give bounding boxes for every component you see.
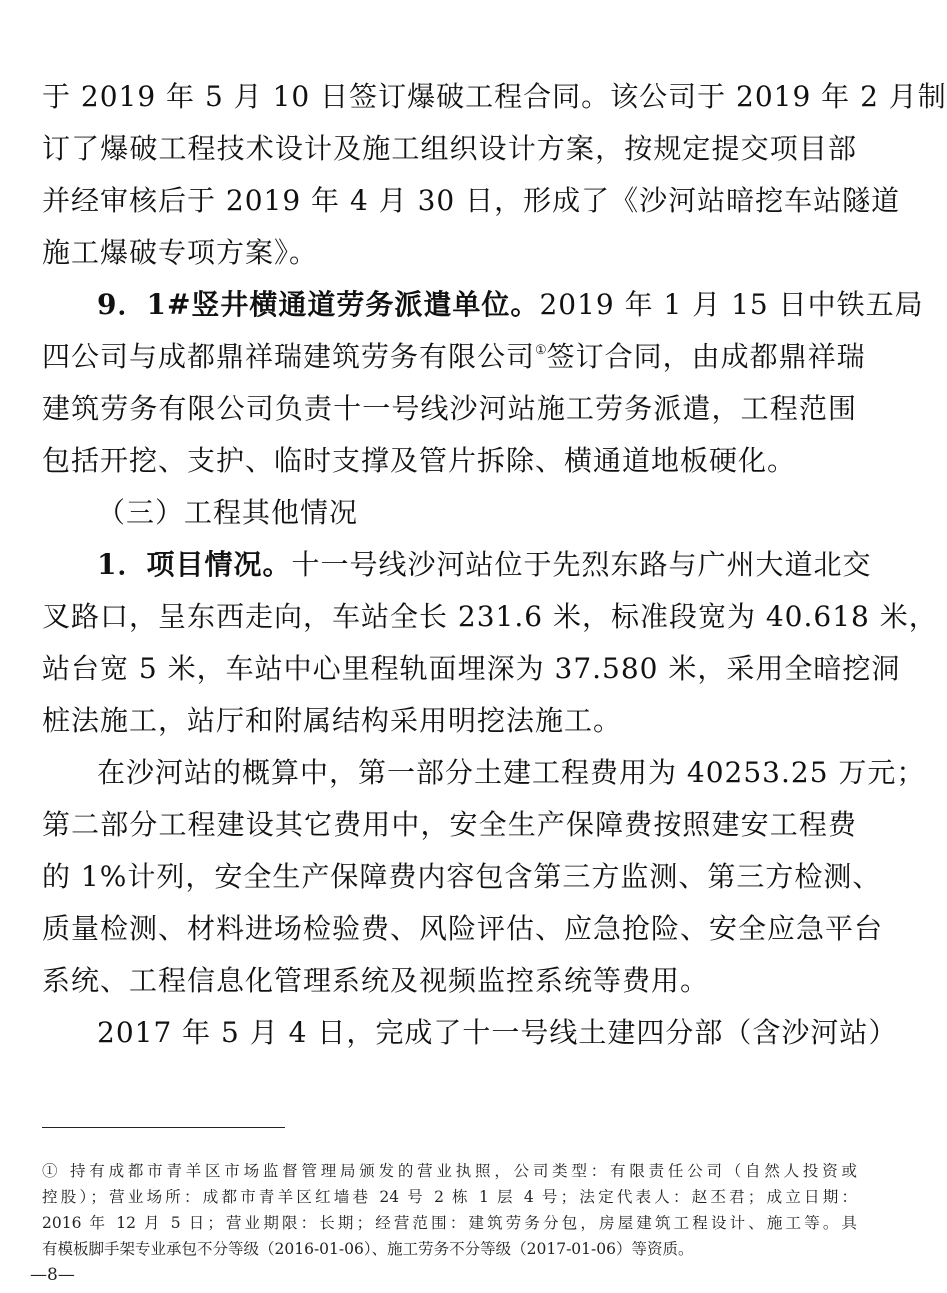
item-9-text: 四公司与成都鼎祥瑞建筑劳务有限公司 [42,340,536,373]
item-9-line: 建筑劳务有限公司负责十一号线沙河站施工劳务派遣，工程范围 [42,392,857,425]
body-line: 订了爆破工程技术设计及施工组织设计方案，按规定提交项目部 [42,132,857,165]
item-9-heading: 9．1#竖井横通道劳务派遣单位。 [97,288,540,321]
footnote-line: ① 持有成都市青羊区市场监督管理局颁发的营业执照，公司类型：有限责任公司（自然人投资或 [42,1162,857,1180]
budget-line: 系统、工程信息化管理系统及视频监控系统等费用。 [42,964,710,997]
page-number: —8— [30,1265,75,1285]
item-1-text: 十一号线沙河站位于先烈东路与广州大道北交 [291,548,872,581]
item-1-line: 站台宽 5 米，车站中心里程轨面埋深为 37.580 米，采用全暗挖洞 [42,652,901,685]
body-line: 施工爆破专项方案》。 [42,236,319,269]
footnote-reference: ① [535,343,547,358]
item-9-text: 2019 年 1 月 15 日中铁五局 [539,288,924,321]
item-1-line: 桩法施工，站厅和附属结构采用明挖法施工。 [42,704,623,737]
body-line: 于 2019 年 5 月 10 日签订爆破工程合同。该公司于 2019 年 2 月制 [42,80,947,113]
item-1-heading: 1．项目情况。 [97,548,292,581]
item-1-line [97,545,872,585]
item-9-line: 包括开挖、支护、临时支撑及管片拆除、横通道地板硬化。 [42,444,797,477]
budget-line: 第二部分工程建设其它费用中，安全生产保障费按照建安工程费 [42,808,857,841]
item-1-line: 叉路口，呈东西走向，车站全长 231.6 米，标准段宽为 40.618 米， [42,600,938,633]
footnote-line: 控股）；营业场所：成都市青羊区红墙巷 24 号 2 栋 1 层 4 号；法定代表人：赵丕君；成立日期： [42,1188,857,1206]
footnote-line: 2016 年 12 月 5 日；营业期限：长期；经营范围：建筑劳务分包，房屋建筑工程设计、施工等。具 [42,1214,857,1232]
section-title: （三）工程其他情况 [97,496,359,529]
budget-line: 的 1%计列，安全生产保障费内容包含第三方监测、第三方检测、 [42,860,882,893]
item-9-line [42,337,866,377]
budget-line: 在沙河站的概算中，第一部分土建工程费用为 40253.25 万元； [97,756,926,789]
item-9-text: 签订合同，由成都鼎祥瑞 [546,340,866,373]
budget-line: 质量检测、材料进场检验费、风险评估、应急抢险、安全应急平台 [42,912,884,945]
item-9-line [97,285,924,325]
body-line: 2017 年 5 月 4 日，完成了十一号线土建四分部（含沙河站） [97,1016,898,1049]
footnote-divider [42,1127,285,1128]
footnote-line: 有模板脚手架专业承包不分等级（2016-01-06）、施工劳务不分等级（2017-01-06）等资质。 [42,1240,694,1258]
body-line: 并经审核后于 2019 年 4 月 30 日，形成了《沙河站暗挖车站隧道 [42,184,901,217]
